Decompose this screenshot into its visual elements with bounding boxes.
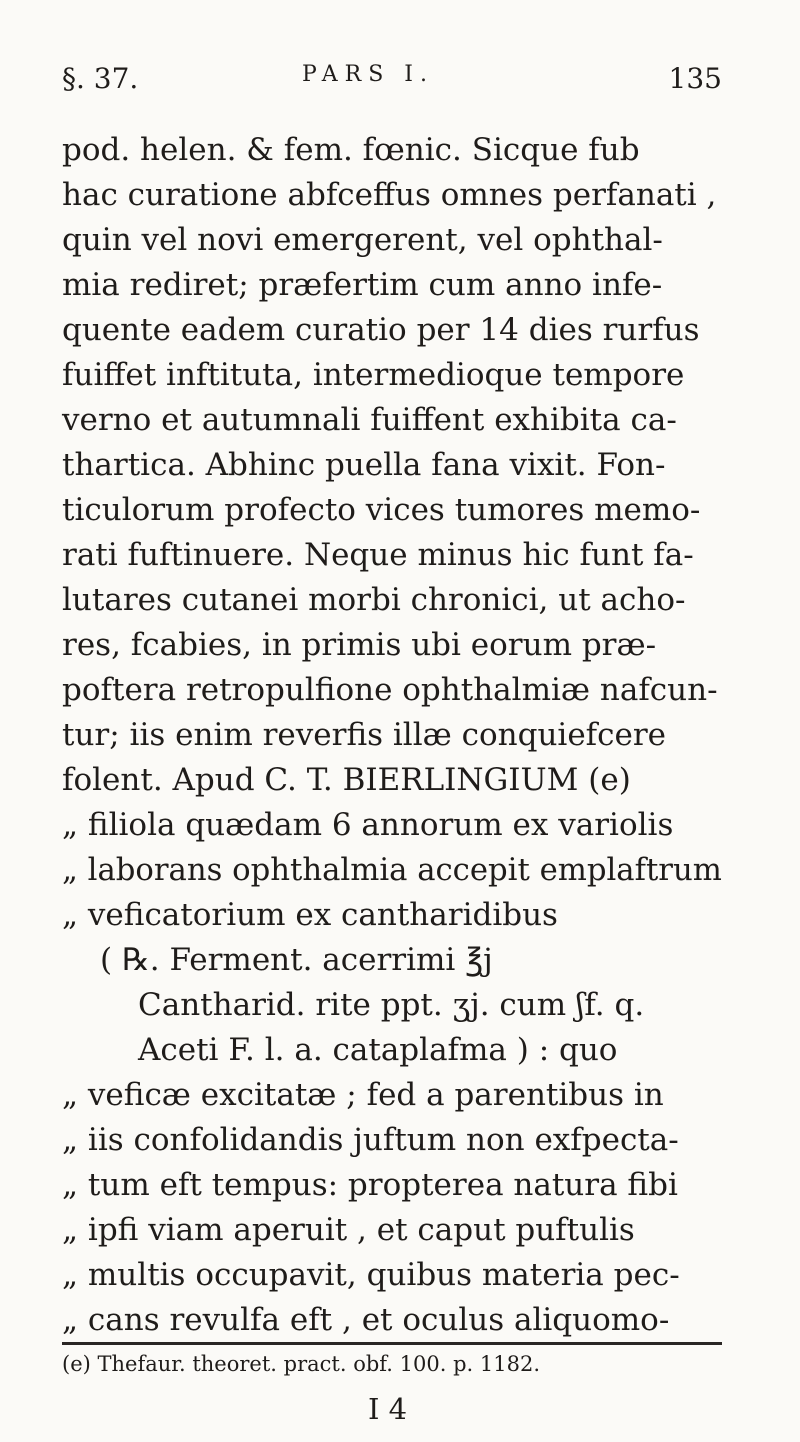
recipe-line: Cantharid. rite ppt. ʒj. cum ʃf. q. <box>138 987 645 1023</box>
text-line: mia rediret; præfertim cum anno infe- <box>62 267 663 303</box>
quoted-line: „ multis occupavit, quibus materia pec- <box>62 1257 680 1293</box>
quoted-line: „ ipfi viam aperuit , et caput puftulis <box>62 1212 635 1248</box>
text-line: pod. helen. & fem. fœnic. Sicque fub <box>62 132 640 168</box>
quoted-line: „ cans revulfa eft , et oculus aliquomo- <box>62 1302 670 1338</box>
recipe-line: ( ℞. Ferment. acerrimi ℥j <box>100 942 493 978</box>
signature-mark: I 4 <box>368 1392 408 1426</box>
running-header <box>62 62 722 106</box>
running-title: PARS I. <box>302 62 434 87</box>
text-line: thartica. Abhinc puella fana vixit. Fon- <box>62 447 666 483</box>
text-line: ticulorum profecto vices tumores memo- <box>62 492 701 528</box>
text-line: quente eadem curatio per 14 dies rurfus <box>62 312 700 348</box>
quoted-line: „ veficæ excitatæ ; fed a parentibus in <box>62 1077 664 1113</box>
quoted-line: „ filiola quædam 6 annorum ex variolis <box>62 807 674 843</box>
text-line: fuiffet inftituta, intermedioque tempore <box>62 357 685 393</box>
page-number: 135 <box>668 62 722 95</box>
text-line: quin vel novi emergerent, vel ophthal- <box>62 222 663 258</box>
quoted-line: „ veficatorium ex cantharidibus <box>62 897 558 933</box>
text-line: tur; iis enim reverfis illæ conquiefcere <box>62 717 667 753</box>
quoted-line: „ iis confolidandis juftum non exfpecta- <box>62 1122 679 1158</box>
quoted-line: „ laborans ophthalmia accepit emplaftrum <box>62 852 722 888</box>
text-line: verno et autumnali fuiffent exhibita ca- <box>62 402 677 438</box>
footnote: (e) Thefaur. theoret. pract. obf. 100. p. 1182. <box>62 1352 540 1376</box>
text-line: lutares cutanei morbi chronici, ut acho- <box>62 582 686 618</box>
text-line: res, fcabies, in primis ubi eorum præ- <box>62 627 657 663</box>
recipe-line: Aceti F. l. a. cataplafma ) : quo <box>138 1032 618 1068</box>
quoted-line: „ tum eft tempus: propterea natura fibi <box>62 1167 678 1203</box>
section-number: §. 37. <box>62 62 139 95</box>
text-line: poftera retropulfione ophthalmiæ nafcun- <box>62 672 718 708</box>
text-line: folent. Apud C. T. BIERLINGIUM (e) <box>62 762 631 798</box>
text-line: rati fuftinuere. Neque minus hic funt fa- <box>62 537 694 573</box>
footnote-rule <box>62 1342 722 1345</box>
text-line: hac curatione abfceffus omnes perfanati , <box>62 177 717 213</box>
